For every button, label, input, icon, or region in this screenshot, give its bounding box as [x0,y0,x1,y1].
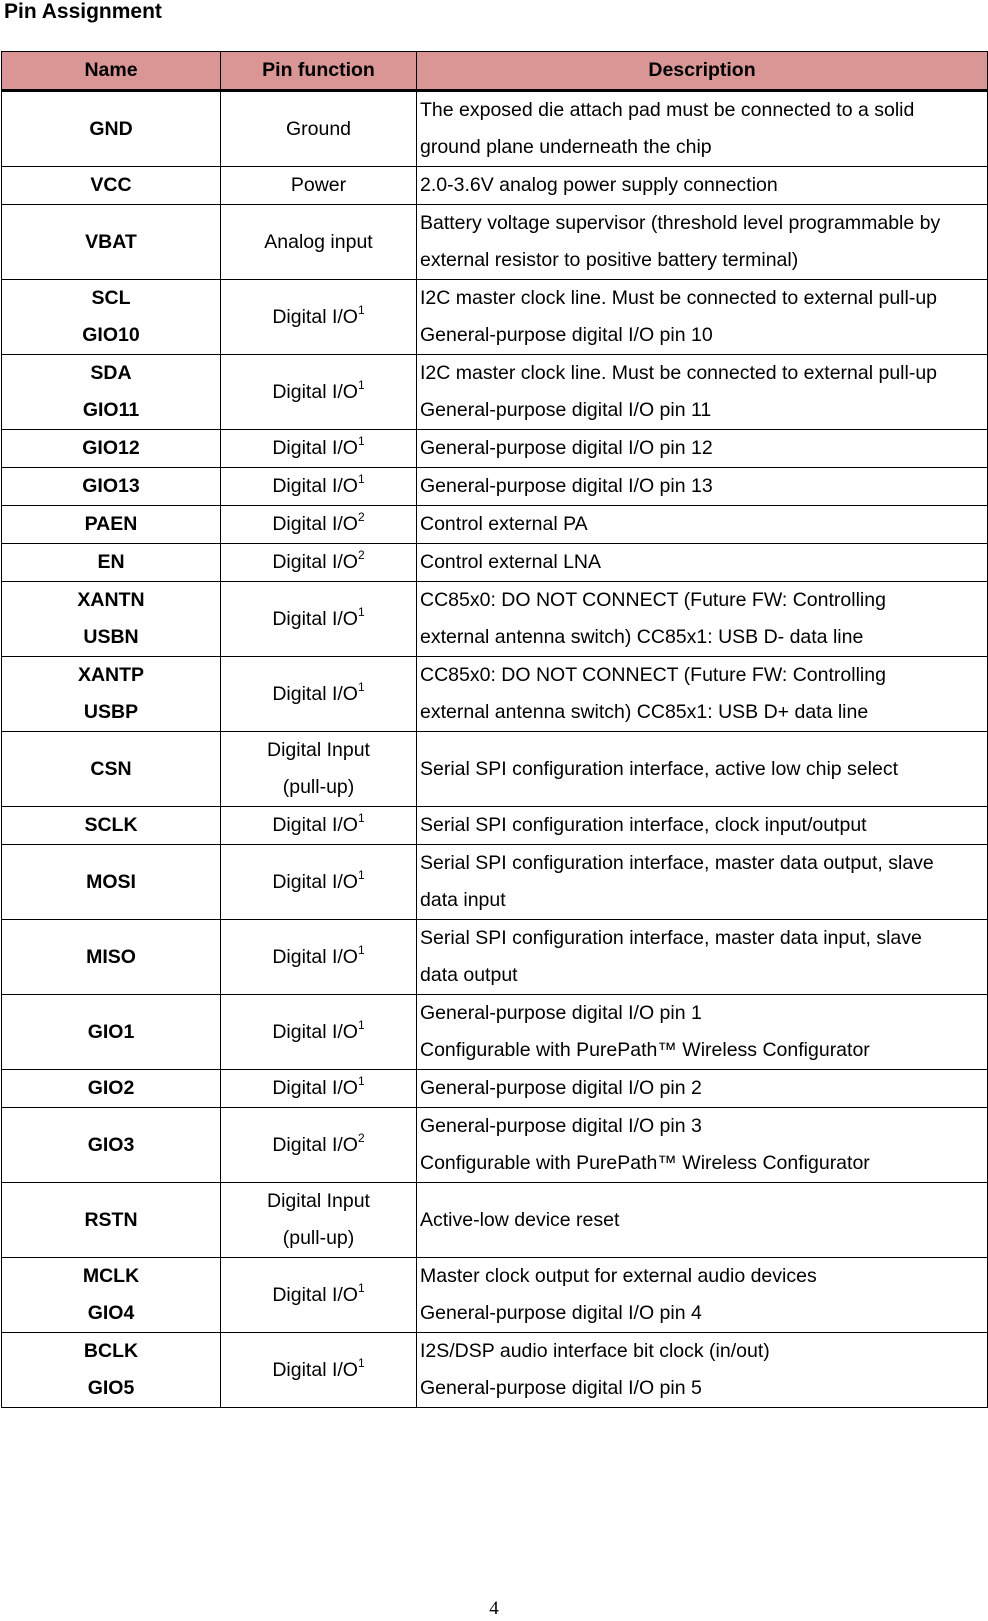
description-line: data input [420,889,506,911]
footnote-marker: 1 [357,1355,365,1370]
pin-function [224,224,413,261]
pin-function-cell [221,807,417,845]
description-cell [417,1333,988,1408]
pin-function-text: Digital I/O [272,1020,358,1043]
description-cell [417,355,988,430]
description-line: General-purpose digital I/O pin 13 [420,475,713,497]
pin-function [224,167,413,204]
pin-name: GIO11 [82,399,140,421]
pin-name: GND [89,117,133,140]
description-cell [417,205,988,280]
description-cell [417,845,988,920]
table-row [2,205,988,280]
pin-name: RSTN [84,1208,138,1231]
pin-name: XANTN [77,589,145,611]
pin-function-cell [221,544,417,582]
pin-function [224,601,413,638]
pin-name-cell [2,280,221,355]
pin-function-text: Analog input [264,230,373,253]
table-row [2,1258,988,1333]
pin-function-cell [221,582,417,657]
pin-function [224,506,413,543]
description-line: Serial SPI configuration interface, master data input, slave [420,927,922,949]
pin-function-text: Digital I/O [272,1133,358,1156]
pin-function-text: Digital I/O [272,870,358,893]
footnote-marker: 2 [357,1130,365,1145]
footnote-marker: 1 [357,811,365,825]
description-cell [417,995,988,1070]
description-line: Configurable with PurePath™ Wireless Configurator [420,1152,870,1174]
pin-function-text: Power [290,174,347,196]
description-cell [417,920,988,995]
pin-name: GIO10 [82,324,140,346]
description-line: Configurable with PurePath™ Wireless Configurator [420,1039,870,1061]
pin-name: GIO12 [82,437,140,459]
description-line: General-purpose digital I/O pin 3 [420,1115,702,1137]
description-line: General-purpose digital I/O pin 10 [420,324,713,346]
description-line: Control external PA [420,513,588,535]
description-line: Control external LNA [420,551,602,573]
description-cell [417,430,988,468]
description-line: General-purpose digital I/O pin 11 [420,399,712,421]
description-line: I2C master clock line. Must be connected to external pull-up [420,362,938,384]
pin-function-text: Digital I/O [272,814,358,836]
pin-assignment-table [1,51,988,1408]
pin-name-cell [2,1183,221,1258]
pin-function [224,544,413,581]
pin-function-cell [221,845,417,920]
column-header-name: Name [2,52,221,91]
pin-function-cell [221,1333,417,1408]
pin-name: GIO2 [87,1077,135,1099]
pin-name: SCLK [84,814,138,836]
pin-function-text: Ground [285,117,352,140]
footnote-marker: 1 [357,1017,365,1032]
pin-name-cell [2,582,221,657]
pin-function-cell [221,468,417,506]
pin-name-cell [2,1108,221,1183]
description-line: external antenna switch) CC85x1: USB D- data line [420,626,864,648]
pin-name: USBN [83,626,139,648]
pin-function-text: Digital I/O [272,945,358,968]
footnote-marker: 1 [357,679,365,694]
pin-function-text: Digital I/O [272,551,358,573]
pin-name-cell [2,91,221,167]
pin-function-cell [221,920,417,995]
pin-function-cell [221,205,417,280]
pin-function [224,1070,413,1107]
pin-name: GIO13 [82,475,140,497]
pin-name: GIO5 [87,1377,135,1399]
pin-name-cell [2,995,221,1070]
table-row [2,1333,988,1408]
pin-function [224,769,413,806]
description-line: Active-low device reset [420,1208,620,1231]
footnote-marker: 1 [357,604,365,619]
pin-name: MOSI [86,870,136,893]
pin-function [224,1014,413,1051]
pin-name-cell [2,845,221,920]
pin-function [224,111,413,148]
pin-function-text: Digital I/O [272,1077,358,1099]
pin-function [224,468,413,505]
description-line: CC85x0: DO NOT CONNECT (Future FW: Controlling [420,664,886,686]
pin-name: XANTP [77,664,145,686]
pin-function-text: Digital I/O [272,305,358,328]
description-line: The exposed die attach pad must be connected to a solid [420,99,915,121]
pin-name: GIO1 [87,1020,135,1043]
pin-function-text: Digital I/O [272,380,358,403]
description-cell [417,167,988,205]
pin-name: GIO3 [87,1133,135,1156]
pin-name-cell [2,355,221,430]
pin-name-cell [2,657,221,732]
description-cell [417,280,988,355]
pin-name: GIO4 [87,1302,135,1324]
description-line: 2.0-3.6V analog power supply connection [420,174,778,196]
description-cell [417,582,988,657]
pin-name: SCL [91,287,131,309]
pin-name-cell [2,544,221,582]
pin-function-cell [221,280,417,355]
description-cell [417,1070,988,1108]
description-line: General-purpose digital I/O pin 2 [420,1077,702,1099]
footnote-marker: 1 [357,377,365,392]
page-title: Pin Assignment [4,0,162,23]
footnote-marker: 1 [357,472,365,486]
pin-function [224,1277,413,1314]
pin-name: EN [97,551,125,573]
footnote-marker: 2 [357,510,365,524]
pin-function [224,732,413,769]
column-header-description: Description [417,52,988,91]
pin-function-cell [221,1258,417,1333]
description-cell [417,732,988,807]
description-line: Serial SPI configuration interface, active low chip select [420,757,898,780]
table-row [2,167,988,205]
pin-name-cell [2,807,221,845]
pin-function-text: (pull-up) [282,1227,355,1249]
description-line: ground plane underneath the chip [420,136,712,158]
pin-name-cell [2,1258,221,1333]
footnote-marker: 1 [357,1280,365,1295]
description-cell [417,1108,988,1183]
description-line: General-purpose digital I/O pin 4 [420,1302,702,1324]
footnote-marker: 1 [357,867,365,882]
table-row [2,1183,988,1258]
column-header-pin-function: Pin function [221,52,417,91]
table-row [2,732,988,807]
table-row [2,807,988,845]
pin-function [224,299,413,336]
table-row [2,355,988,430]
pin-function-cell [221,1108,417,1183]
description-line: I2C master clock line. Must be connected to external pull-up [420,287,938,309]
description-cell [417,807,988,845]
description-cell [417,468,988,506]
pin-function [224,374,413,411]
pin-function-text: Digital Input [267,739,370,761]
pin-function-cell [221,657,417,732]
pin-function-cell [221,1070,417,1108]
pin-name: CSN [90,757,132,780]
table-row [2,430,988,468]
description-line: data output [420,964,518,986]
description-line: General-purpose digital I/O pin 12 [420,437,713,459]
table-row [2,582,988,657]
description-cell [417,544,988,582]
table-row [2,657,988,732]
pin-name-cell [2,1333,221,1408]
table-row [2,1070,988,1108]
pin-name: VBAT [85,230,137,253]
pin-function-text: Digital Input [267,1190,370,1212]
pin-function-cell [221,732,417,807]
footnote-marker: 1 [357,302,365,317]
pin-function [224,807,413,844]
table-row [2,544,988,582]
pin-name: MISO [86,945,136,968]
description-line: General-purpose digital I/O pin 5 [420,1377,702,1399]
pin-function-text: (pull-up) [282,776,355,798]
description-line: Battery voltage supervisor (threshold level programmable by [420,212,941,234]
table-row [2,845,988,920]
pin-function [224,1220,413,1257]
description-line: external resistor to positive battery terminal) [420,249,799,271]
footnote-marker: 1 [357,434,365,448]
pin-function [224,430,413,467]
pin-name-cell [2,205,221,280]
pin-function [224,676,413,713]
table-row [2,280,988,355]
footnote-marker: 2 [357,548,365,562]
pin-name: MCLK [82,1265,140,1287]
pin-name-cell [2,430,221,468]
description-line: CC85x0: DO NOT CONNECT (Future FW: Controlling [420,589,886,611]
description-cell [417,506,988,544]
pin-name-cell [2,920,221,995]
pin-function [224,1183,413,1220]
pin-function-cell [221,1183,417,1258]
pin-function-cell [221,167,417,205]
pin-function-text: Digital I/O [272,475,358,497]
description-line: Serial SPI configuration interface, master data output, slave [420,852,934,874]
pin-function-text: Digital I/O [272,682,358,705]
pin-name-cell [2,732,221,807]
description-line: external antenna switch) CC85x1: USB D+ data line [420,701,869,723]
pin-function-text: Digital I/O [272,1283,358,1306]
table-row [2,506,988,544]
pin-function-text: Digital I/O [272,513,358,535]
pin-function [224,939,413,976]
description-line: Master clock output for external audio devices [420,1265,817,1287]
table-row [2,995,988,1070]
pin-function-text: Digital I/O [272,607,358,630]
table-header-row [2,52,988,91]
pin-function-cell [221,91,417,167]
description-cell [417,91,988,167]
pin-function [224,864,413,901]
table-row [2,91,988,167]
pin-name: USBP [83,701,139,723]
pin-name-cell [2,468,221,506]
pin-name-cell [2,1070,221,1108]
pin-name-cell [2,506,221,544]
footnote-marker: 1 [357,1074,365,1088]
table-row [2,1108,988,1183]
table-row [2,468,988,506]
pin-function [224,1127,413,1164]
table-body [2,91,988,1408]
pin-function-text: Digital I/O [272,437,358,459]
pin-function-cell [221,506,417,544]
description-cell [417,1183,988,1258]
description-line: General-purpose digital I/O pin 1 [420,1002,702,1024]
pin-name: SDA [90,362,132,384]
description-line: I2S/DSP audio interface bit clock (in/out) [420,1340,770,1362]
pin-name-cell [2,167,221,205]
pin-function-cell [221,355,417,430]
description-line: Serial SPI configuration interface, clock input/output [420,814,867,836]
description-cell [417,1258,988,1333]
page-number: 4 [489,1598,499,1619]
pin-function-cell [221,995,417,1070]
table-row [2,920,988,995]
pin-name: VCC [90,174,132,196]
footnote-marker: 1 [357,942,365,957]
pin-name: PAEN [84,513,138,535]
pin-function-text: Digital I/O [272,1358,358,1381]
pin-function-cell [221,430,417,468]
description-cell [417,657,988,732]
pin-function [224,1352,413,1389]
pin-name: BCLK [83,1340,139,1362]
